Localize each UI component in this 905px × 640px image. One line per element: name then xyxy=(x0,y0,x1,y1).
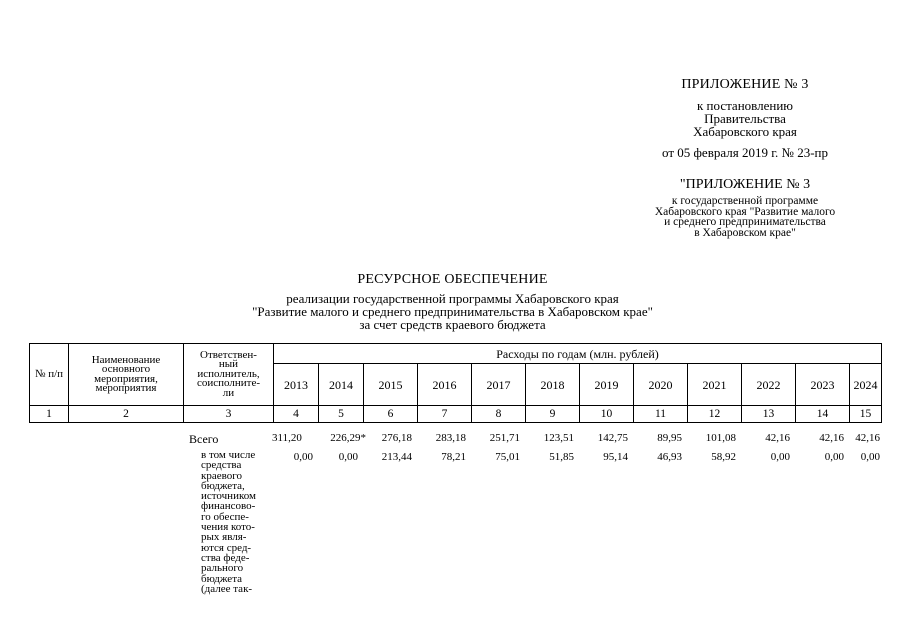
row-label-line: бюджета, xyxy=(201,479,245,492)
total-value: 89,95 xyxy=(657,432,682,444)
column-number: 12 xyxy=(688,406,742,423)
document-subtitle-line: "Развитие малого и среднего предпринимательства в Хабаровском крае" xyxy=(252,304,653,319)
row-label-line: бюджета xyxy=(201,572,243,585)
program-appendix-line: Хабаровского края "Развитие малого xyxy=(654,205,836,218)
regional-value: 95,14 xyxy=(603,451,628,463)
header-year: 2013 xyxy=(274,364,319,406)
header-executor-line: ный xyxy=(218,358,239,371)
header-year: 2021 xyxy=(688,364,742,406)
header-executor-line: исполнитель, xyxy=(197,367,260,380)
row-label-line: рых явля- xyxy=(201,531,247,544)
column-number: 14 xyxy=(796,406,850,423)
total-value: 311,20 xyxy=(272,432,302,444)
total-value: 142,75 xyxy=(597,432,628,444)
row-label-line: (далее так- xyxy=(201,582,253,595)
total-value: 42,16 xyxy=(819,432,844,444)
regional-value: 0,00 xyxy=(824,451,844,463)
row-label-line: краевого xyxy=(201,469,242,482)
document-title: РЕСУРСНОЕ ОБЕСПЕЧЕНИЕ xyxy=(357,272,548,287)
header-year: 2018 xyxy=(526,364,580,406)
header-name: Наименование основного мероприятия, мероприятия xyxy=(69,344,184,406)
column-number: 13 xyxy=(742,406,796,423)
row-label-line: го обеспе- xyxy=(201,510,249,523)
header-executor xyxy=(184,344,274,406)
row-label-line: ства феде- xyxy=(201,551,250,564)
total-value: 101,08 xyxy=(705,432,736,444)
column-number: 7 xyxy=(418,406,472,423)
total-value: 123,51 xyxy=(543,432,574,444)
row-label-line: рального xyxy=(201,562,244,575)
column-number: 6 xyxy=(364,406,418,423)
regional-value: 0,00 xyxy=(770,451,790,463)
resource-table xyxy=(29,343,882,423)
header-num: № п/п xyxy=(30,344,69,406)
header-year: 2017 xyxy=(472,364,526,406)
appendix-title: ПРИЛОЖЕНИЕ № 3 xyxy=(681,77,809,92)
column-number: 8 xyxy=(472,406,526,423)
column-number: 9 xyxy=(526,406,580,423)
header-year: 2023 xyxy=(796,364,850,406)
column-number: 5 xyxy=(319,406,364,423)
header-year: 2022 xyxy=(742,364,796,406)
appendix-subtitle xyxy=(650,99,840,138)
column-number: 11 xyxy=(634,406,688,423)
total-value: 276,18 xyxy=(381,432,412,444)
row-label-line: источником xyxy=(201,490,256,503)
total-value: 42,16 xyxy=(765,432,790,444)
header-executor-line: соисполните- xyxy=(196,377,260,390)
document-subtitle xyxy=(180,292,725,331)
total-value: 251,71 xyxy=(489,432,520,444)
header-year: 2014 xyxy=(319,364,364,406)
column-number: 3 xyxy=(184,406,274,423)
regional-value: 75,01 xyxy=(495,451,520,463)
header-year: 2019 xyxy=(580,364,634,406)
program-appendix-line: в Хабаровском крае" xyxy=(694,226,796,239)
row-label-line: в том числе xyxy=(201,449,256,461)
total-value: 226,29* xyxy=(330,432,366,444)
total-value: 283,18 xyxy=(435,432,466,444)
column-number: 1 xyxy=(30,406,69,423)
header-year: 2024 xyxy=(850,364,882,406)
program-appendix-line: к государственной программе xyxy=(671,195,819,207)
regional-value: 46,93 xyxy=(657,451,682,463)
total-value: 42,16 xyxy=(855,432,880,444)
regional-value: 0,00 xyxy=(293,451,313,463)
header-executor-line: ли xyxy=(222,386,235,399)
appendix-line: к постановлению xyxy=(696,98,794,113)
row-label-line: ются сред- xyxy=(201,541,252,554)
appendix-line: Хабаровского края xyxy=(693,124,797,139)
row-label-line: чения кото- xyxy=(201,521,255,534)
program-appendix-subtitle xyxy=(630,196,860,238)
regional-value: 0,00 xyxy=(338,451,358,463)
row-label-regional-budget xyxy=(201,450,269,594)
appendix-date: от 05 февраля 2019 г. № 23-пр xyxy=(662,145,828,160)
column-number: 4 xyxy=(274,406,319,423)
column-number: 2 xyxy=(69,406,184,423)
document-subtitle-line: реализации государственной программы Хабаровского края xyxy=(286,291,619,306)
regional-value: 213,44 xyxy=(381,451,412,463)
regional-value: 78,21 xyxy=(441,451,466,463)
program-appendix-line: и среднего предпринимательства xyxy=(664,216,826,228)
header-year: 2015 xyxy=(364,364,418,406)
column-number: 15 xyxy=(850,406,882,423)
regional-value: 58,92 xyxy=(711,451,736,463)
regional-value: 0,00 xyxy=(860,451,880,463)
row-label-total: Всего xyxy=(189,432,219,446)
header-expenses: Расходы по годам (млн. рублей) xyxy=(274,344,882,364)
header-year: 2020 xyxy=(634,364,688,406)
row-label-line: финансово- xyxy=(201,500,256,513)
header-year: 2016 xyxy=(418,364,472,406)
row-label-line: средства xyxy=(201,459,242,472)
document-subtitle-line: за счет средств краевого бюджета xyxy=(359,317,546,332)
appendix-line: Правительства xyxy=(704,111,786,126)
column-number: 10 xyxy=(580,406,634,423)
header-executor-line: Ответствен- xyxy=(200,348,257,361)
program-appendix-title: "ПРИЛОЖЕНИЕ № 3 xyxy=(679,177,811,192)
regional-value: 51,85 xyxy=(549,451,574,463)
